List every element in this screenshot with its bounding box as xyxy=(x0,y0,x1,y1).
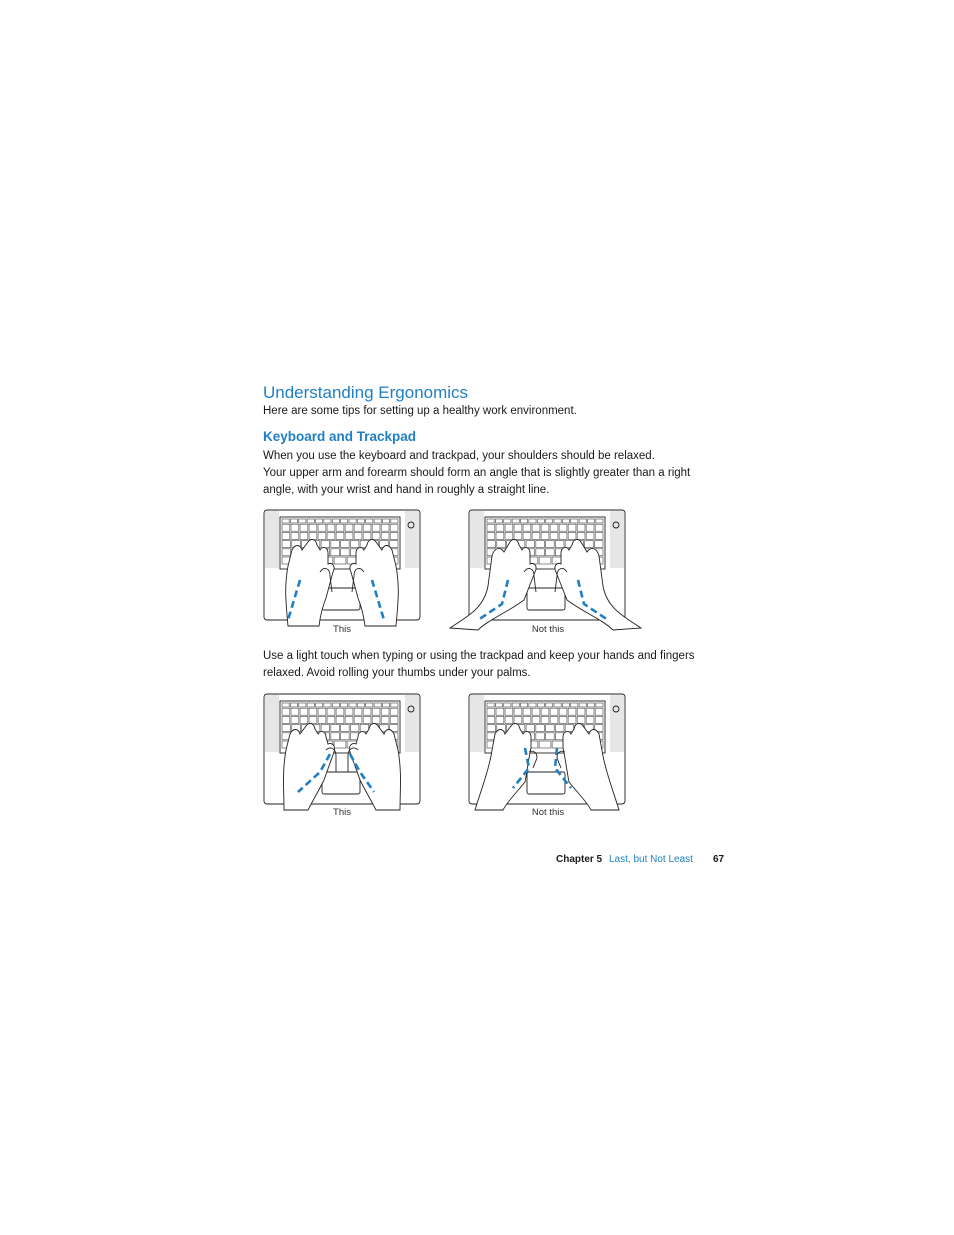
keyboard-hands-illustration xyxy=(262,692,424,810)
illustration-wrist-straight xyxy=(262,508,424,626)
section-title: Understanding Ergonomics xyxy=(263,383,469,402)
keyboard-hands-illustration xyxy=(467,692,629,810)
footer-chapter-title: Last, but Not Least xyxy=(609,854,693,865)
paragraph-line: When you use the keyboard and trackpad, your shoulders should be relaxed. xyxy=(263,450,655,462)
footer-chapter-label: Chapter 5 xyxy=(556,854,603,865)
figure-caption-good: This xyxy=(333,807,351,818)
illustration-relaxed-thumbs xyxy=(262,692,424,810)
paragraph-line: Your upper arm and forearm should form an angle that is slightly greater than a right xyxy=(263,467,691,479)
keyboard-hands-illustration xyxy=(262,508,424,626)
subsection-title: Keyboard and Trackpad xyxy=(263,429,417,444)
paragraph-line: angle, with your wrist and hand in roughly a straight line. xyxy=(263,484,550,496)
paragraph-line: relaxed. Avoid rolling your thumbs under your palms. xyxy=(263,667,531,679)
paragraph-line: Use a light touch when typing or using the trackpad and keep your hands and fingers xyxy=(263,650,695,662)
ergonomics-paragraph-2 xyxy=(263,648,713,682)
illustration-wrist-bent xyxy=(448,508,643,630)
ergonomics-paragraph-1 xyxy=(263,448,713,499)
illustration-thumbs-rolled xyxy=(467,692,629,810)
figure-caption-bad: Not this xyxy=(531,807,565,818)
page-number: 67 xyxy=(713,854,725,865)
figure-caption-bad: Not this xyxy=(531,624,565,635)
figure-caption-good: This xyxy=(333,624,351,635)
keyboard-hands-illustration xyxy=(448,508,643,630)
section-intro: Here are some tips for setting up a healthy work environment. xyxy=(263,405,577,417)
